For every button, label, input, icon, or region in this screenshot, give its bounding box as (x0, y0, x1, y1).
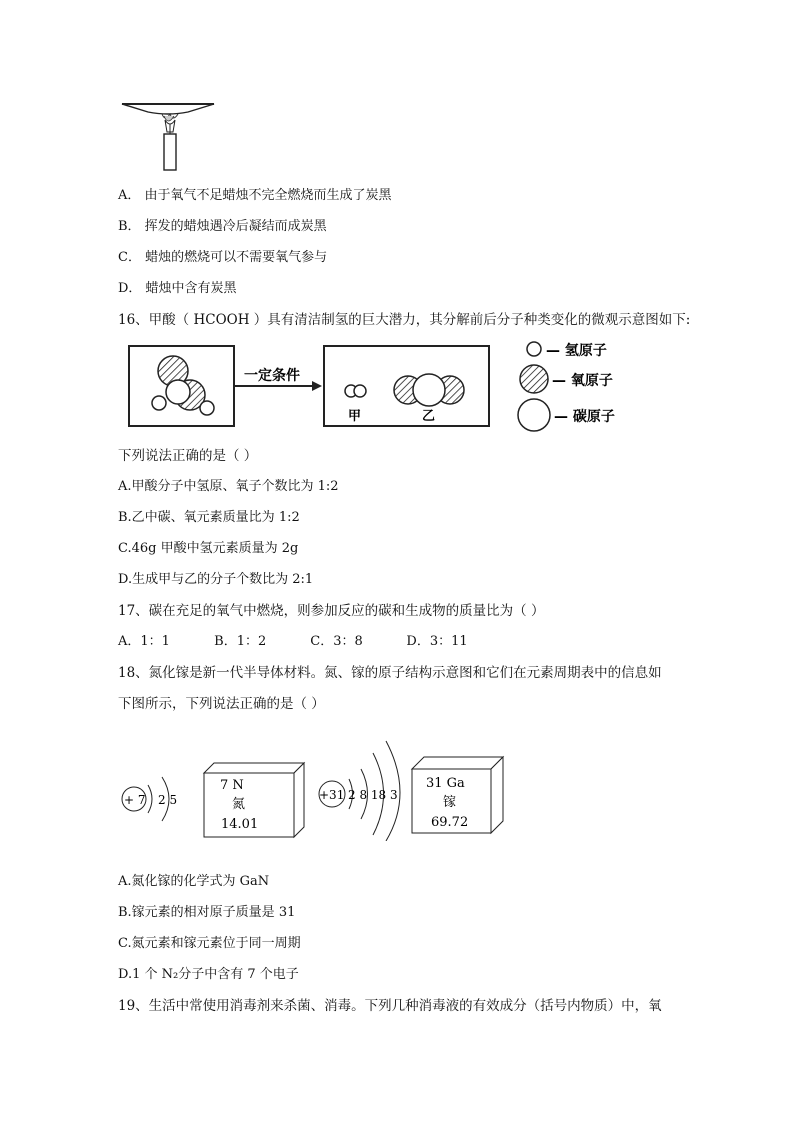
q17-option-d: D．3：11 (406, 634, 468, 649)
q18-stem-line2: 下图所示，下列说法正确的是（ ） (118, 696, 325, 712)
n-nucleus: + 7 (124, 793, 146, 807)
q16-option-c: C.46g 甲酸中氢元素质量为 2g (118, 541, 299, 556)
q17-option-c: C．3：8 (310, 634, 363, 649)
arrow-condition-label: 一定条件 (244, 368, 300, 384)
ga-mass: 69.72 (431, 815, 469, 830)
n-number-symbol: 7 N (220, 778, 244, 793)
q17-option-a: A．1：1 (118, 634, 170, 649)
ga-shells: 2 8 18 3 (348, 788, 398, 802)
q15-option-d: D． 蜡烛中含有炭黑 (118, 281, 237, 296)
q15-option-b: B． 挥发的蜡烛遇冷后凝结而成炭黑 (118, 219, 327, 234)
q15-option-a: A． 由于氧气不足蜡烛不完全燃烧而生成了炭黑 (118, 188, 392, 203)
q16-option-d: D.生成甲与乙的分子个数比为 2:1 (118, 572, 314, 587)
q18-stem-line1: 18、氮化镓是新一代半导体材料。氮、镓的原子结构示意图和它们在元素周期表中的信息如 (118, 665, 662, 681)
n-name: 氮 (232, 797, 246, 812)
ga-nucleus: +31 (319, 788, 345, 802)
product-a-label: 甲 (348, 409, 362, 424)
q18-option-c: C.氮元素和镓元素位于同一周期 (118, 936, 301, 951)
q18-option-d: D.1 个 N₂分子中含有 7 个电子 (118, 967, 299, 982)
q17-option-b: B．1：2 (214, 634, 267, 649)
legend-hydrogen: — 氢原子 (546, 343, 607, 359)
q17-options (118, 633, 468, 651)
ga-number-symbol: 31 Ga (426, 776, 465, 791)
q16-option-a: A.甲酸分子中氢原、氧子个数比为 1:2 (118, 479, 339, 494)
legend-carbon: — 碳原子 (554, 409, 615, 425)
n-mass: 14.01 (221, 817, 259, 832)
q16-option-b: B.乙中碳、氧元素质量比为 1:2 (118, 510, 300, 525)
product-b-label: 乙 (422, 409, 436, 424)
q15-option-c: C． 蜡烛的燃烧可以不需要氧气参与 (118, 250, 328, 265)
q18-option-a: A.氮化镓的化学式为 GaN (118, 874, 270, 889)
q19-stem: 19、生活中常使用消毒剂来杀菌、消毒。下列几种消毒液的有效成分（括号内物质）中，氧 (118, 998, 662, 1014)
candle-plate-illustration (118, 98, 218, 174)
q17-stem: 17、碳在充足的氧气中燃烧，则参加反应的碳和生成物的质量比为（ ） (118, 603, 545, 619)
q18-option-b: B.镓元素的相对原子质量是 31 (118, 905, 296, 920)
q16-prompt: 下列说法正确的是（ ） (118, 448, 258, 464)
q16-reaction-diagram (126, 340, 646, 435)
legend-oxygen: — 氧原子 (552, 373, 613, 389)
q18-atom-diagram (118, 727, 518, 841)
q16-stem: 16、甲酸（ HCOOH ）具有清洁制氢的巨大潜力，其分解前后分子种类变化的微观示意图如下: (118, 312, 691, 328)
ga-name: 镓 (443, 795, 457, 810)
n-shells: 2 5 (158, 793, 178, 807)
